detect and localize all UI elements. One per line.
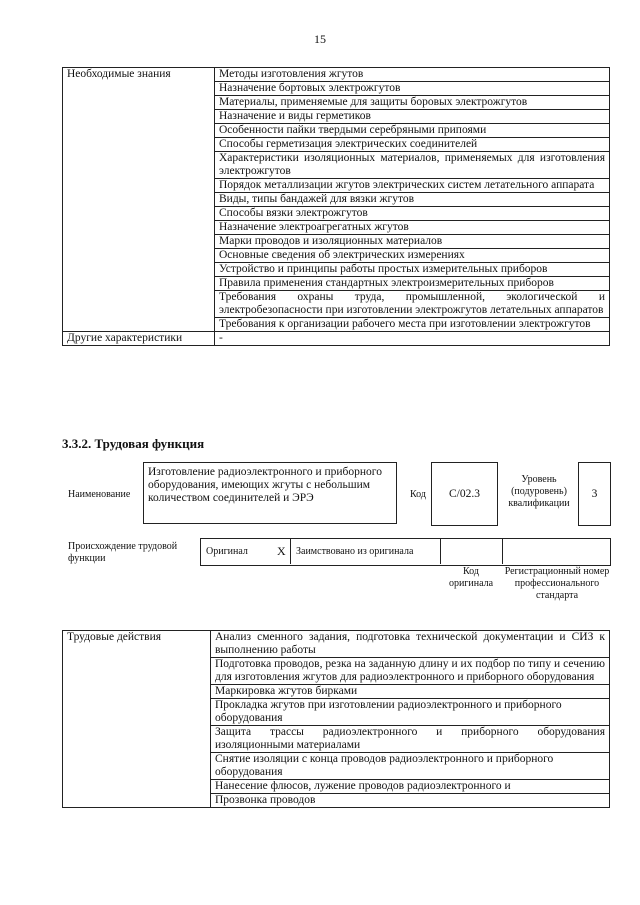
code-value: C/02.3 <box>449 488 480 500</box>
section-title: 3.3.2. Трудовая функция <box>62 436 205 451</box>
table-row <box>63 332 610 346</box>
list-item: Требования к организации рабочего места при изготовлении электрожгутов <box>215 318 610 332</box>
list-item: Устройство и принципы работы простых измерительных приборов <box>215 263 610 277</box>
table-row <box>63 631 610 658</box>
list-item: Маркировка жгутов бирками <box>211 685 610 699</box>
origin-borrowed: Заимствовано из оригинала <box>296 546 414 557</box>
list-item: Снятие изоляции с конца проводов радиоэлектронного и приборного оборудования <box>211 753 610 780</box>
list-item: Методы изготовления жгутов <box>215 68 610 82</box>
list-item: Требования охраны труда, промышленной, экологической и электробезопасности при изготовлении электрожгутов летательных аппаратов <box>215 291 610 318</box>
function-name-box: Изготовление радиоэлектронного и приборного оборудования, имеющих жгуты с небольшим количеством соединителей и ЭРЭ <box>143 462 397 524</box>
level-box <box>578 462 611 526</box>
reg-number-caption: Регистрационный номер профессионального стандарта <box>504 566 610 601</box>
code-original-caption: Код оригинала <box>448 566 494 589</box>
list-item: Виды, типы бандажей для вязки жгутов <box>215 193 610 207</box>
table-row <box>63 68 610 82</box>
actions-table <box>62 630 610 808</box>
divider <box>290 538 291 564</box>
list-item: Порядок металлизации жгутов электрических систем летательного аппарата <box>215 179 610 193</box>
list-item: Назначение и виды герметиков <box>215 110 610 124</box>
origin-label: Происхождение трудовой функции <box>68 541 178 564</box>
list-item: Защита трассы радиоэлектронного и приборного оборудования изоляционными материалами <box>211 726 610 753</box>
divider <box>502 538 503 564</box>
list-item: Основные сведения об электрических измерениях <box>215 249 610 263</box>
actions-label: Трудовые действия <box>63 631 211 808</box>
other-value: - <box>215 332 610 346</box>
name-label: Наименование <box>68 489 131 500</box>
knowledge-label: Необходимые знания <box>63 68 215 332</box>
list-item: Прозвонка проводов <box>211 794 610 808</box>
list-item: Особенности пайки твердыми серебряными припоями <box>215 124 610 138</box>
level-label: Уровень (подуровень) квалификации <box>508 474 570 509</box>
list-item: Нанесение флюсов, лужение проводов радиоэлектронного и <box>211 780 610 794</box>
origin-original: Оригинал <box>206 546 248 557</box>
list-item: Анализ сменного задания, подготовка технической документации и СИЗ к выполнению работы <box>211 631 610 658</box>
list-item: Марки проводов и изоляционных материалов <box>215 235 610 249</box>
divider <box>440 538 441 564</box>
knowledge-table <box>62 67 610 346</box>
code-box <box>431 462 498 526</box>
other-label: Другие характеристики <box>63 332 215 346</box>
list-item: Способы герметизация электрических соединителей <box>215 138 610 152</box>
page-number: 15 <box>314 32 326 46</box>
list-item: Материалы, применяемые для защиты боровых электрожгутов <box>215 96 610 110</box>
list-item: Прокладка жгутов при изготовлении радиоэлектронного и приборного оборудования <box>211 699 610 726</box>
list-item: Назначение электроагрегатных жгутов <box>215 221 610 235</box>
list-item: Способы вязки электрожгутов <box>215 207 610 221</box>
list-item: Назначение бортовых электрожгутов <box>215 82 610 96</box>
list-item: Подготовка проводов, резка на заданную длину и их подбор по типу и сечению для изготовления жгутов для радиоэлектронного и приборного оборудования <box>211 658 610 685</box>
list-item: Правила применения стандартных электроизмерительных приборов <box>215 277 610 291</box>
code-label: Код <box>410 489 426 500</box>
list-item: Характеристики изоляционных материалов, применяемых для изготовления электрожгутов <box>215 152 610 179</box>
level-value: 3 <box>591 488 598 500</box>
origin-mark: X <box>277 544 286 558</box>
